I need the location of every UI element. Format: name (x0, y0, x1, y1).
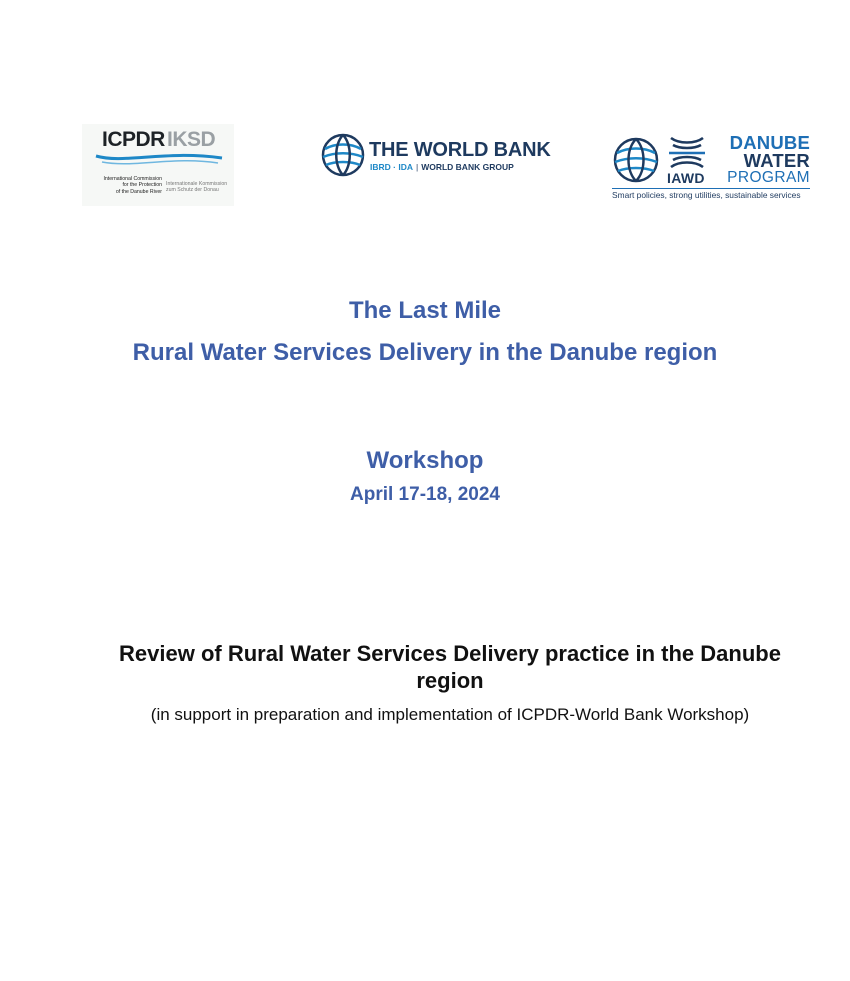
world-bank-subline: IBRD · IDA | WORLD BANK GROUP (370, 162, 514, 172)
dwp-divider (612, 188, 810, 189)
dwp-line-danube: DANUBE (729, 132, 810, 153)
dwp-tagline: Smart policies, strong utilities, sustainable services (612, 190, 801, 200)
danube-water-program-logo (610, 132, 815, 204)
dwp-line-water: WATER (743, 150, 810, 171)
review-heading: Review of Rural Water Services Delivery practice in the Danube region (119, 641, 781, 693)
icpdr-logo (82, 124, 234, 206)
icpdr-caption-en: International Commission for the Protection of the Danube River (103, 176, 162, 195)
danube-wave-icon (94, 148, 224, 170)
globe-icon (612, 136, 660, 184)
globe-icon (320, 132, 366, 178)
iawd-wave-mark-icon (667, 134, 707, 168)
title-line-2: Rural Water Services Delivery in the Danube region (132, 339, 718, 366)
iawd-label: IAWD (667, 170, 705, 186)
review-subtitle: (in support in preparation and implementation of ICPDR-World Bank Workshop) (150, 705, 750, 724)
dwp-line-program: PROGRAM (727, 169, 810, 186)
title-line-1: The Last Mile (348, 297, 502, 324)
iksd-wordmark: IKSD (167, 128, 216, 151)
world-bank-logo (318, 130, 550, 182)
workshop-label: Workshop (366, 447, 484, 474)
icpdr-wordmark: ICPDR (102, 128, 165, 151)
world-bank-name: THE WORLD BANK (369, 139, 551, 161)
icpdr-caption-de: Internationale Kommission zum Schutz der Donau (166, 181, 228, 194)
workshop-date: April 17-18, 2024 (350, 484, 500, 505)
